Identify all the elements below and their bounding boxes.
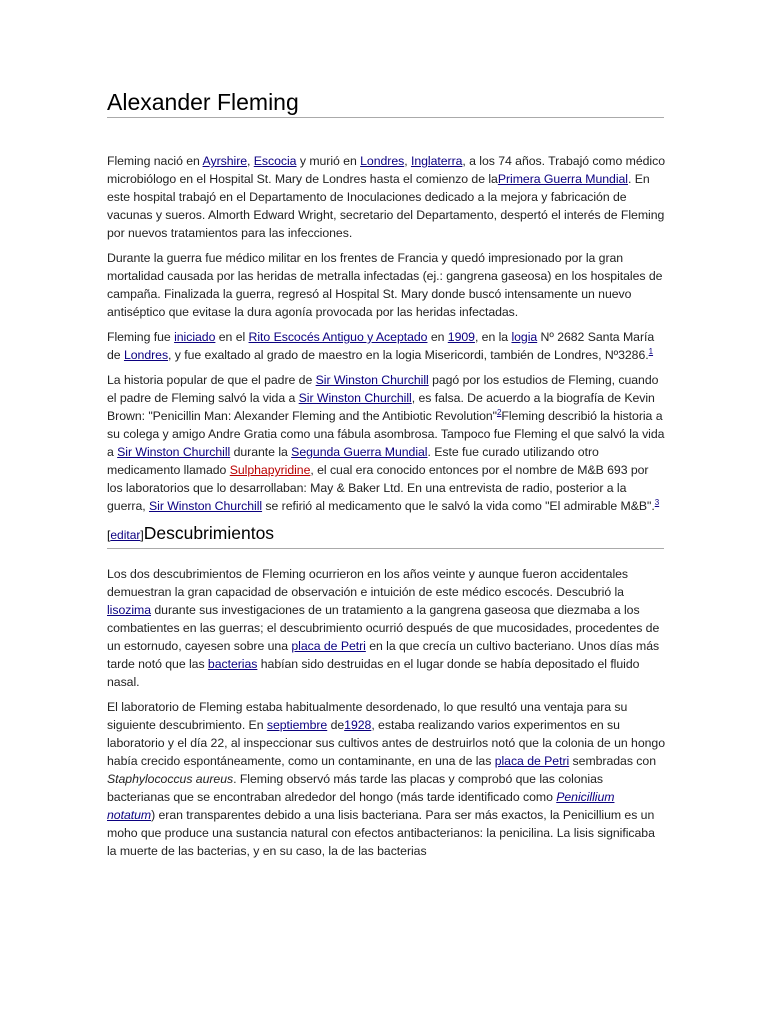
text: Fleming fue	[107, 330, 175, 344]
link-1909[interactable]: 1909	[447, 330, 475, 344]
link-rito-escoces[interactable]: Rito Escocés Antiguo y Aceptado	[248, 330, 428, 344]
text: Fleming describió la historia a su colega y amigo Andre Gratia como una fábula asombrosa. Tampoco fue Fleming el que salvó la vida a	[107, 409, 665, 459]
text: durante la	[230, 445, 292, 459]
link-segunda-guerra-mundial[interactable]: Segunda Guerra Mundial	[291, 445, 428, 459]
text: , es falsa. De acuerdo a la biografía de Kevin Brown: "Penicillin Man: Alexander Fleming and the Antibiotic Revolution"	[107, 391, 655, 423]
link-placa-de-petri[interactable]: placa de Petri	[291, 639, 366, 653]
reference-3[interactable]: 3	[654, 497, 660, 507]
paragraph-churchill	[107, 371, 665, 515]
paragraph-penicilina	[107, 698, 665, 860]
text: ,	[404, 154, 411, 168]
text: ,	[247, 154, 254, 168]
text: . En este hospital trabajó en el Departamento de Inoculaciones dedicado a la mejora y fabricación de vacunas y sueros. Almorth Edward Wright, secretario del Departamento, despertó el interés de Fleming por nuevos tratamientos para las infecciones.	[107, 172, 665, 240]
text: durante sus investigaciones de un tratamiento a la gangrena gaseosa que diezmaba a los combatientes en las guerras; el descubrimiento ocurrió después de que mucosidades, procedentes de un estornudo, cayesen sobre una	[107, 603, 660, 653]
link-placa-de-petri-2[interactable]: placa de Petri	[494, 754, 570, 768]
article-body	[107, 152, 665, 867]
section-heading-descubrimientos	[107, 522, 664, 549]
reference-1[interactable]: 1	[648, 346, 654, 356]
link-iniciado[interactable]: iniciado	[174, 330, 216, 344]
paragraph-guerra: Durante la guerra fue médico militar en los frentes de Francia y quedó impresionado por la gran mortalidad causada por las heridas de metralla infectadas (ej.: gangrena gaseosa) en los hospitales de campaña. Finalizada la guerra, regresó al Hospital St. Mary donde buscó intensamente un nuevo antiséptico que evitase la dura agonía provocada por las heridas infectadas.	[107, 251, 663, 319]
link-sulphapyridine[interactable]: Sulphapyridine	[229, 463, 311, 477]
text: de	[327, 718, 345, 732]
edit-section	[107, 528, 144, 542]
text: en la que crecía un cultivo bacteriano. Unos días más tarde notó que las	[107, 639, 660, 671]
link-logia[interactable]: logia	[511, 330, 538, 344]
text: Fleming nació en	[107, 154, 203, 168]
link-churchill[interactable]: Sir Winston Churchill	[117, 445, 231, 459]
edit-link[interactable]: editar	[110, 528, 141, 542]
text: . Fleming observó más tarde las placas y comprobó que las colonias bacterianas que se encontraban alrededor del hongo (más tarde identificado como	[107, 772, 603, 804]
text: se refirió al medicamento que le salvó la vida como "El admirable M&B".	[262, 499, 655, 513]
link-septiembre[interactable]: septiembre	[266, 718, 328, 732]
text: El laboratorio de Fleming estaba habitualmente desordenado, lo que resultó una ventaja para su siguiente descubrimiento. En	[107, 700, 628, 732]
link-churchill[interactable]: Sir Winston Churchill	[298, 391, 412, 405]
link-penicillium-notatum[interactable]: Penicillium notatum	[107, 790, 615, 822]
bracket: ]	[140, 528, 144, 542]
text: Los dos descubrimientos de Fleming ocurrieron en los años veinte y aunque fueron accidentales demuestran la gran capacidad de observación e intuición de este médico escocés. Descubrió la	[107, 567, 629, 599]
link-lisozima[interactable]: lisozima	[107, 603, 152, 617]
text: pagó por los estudios de Fleming, cuando el padre de Fleming salvó la vida a	[107, 373, 659, 405]
paragraph-intro	[107, 152, 665, 242]
link-londres[interactable]: Londres	[360, 154, 405, 168]
text: , en la	[474, 330, 512, 344]
link-primera-guerra-mundial[interactable]: Primera Guerra Mundial	[497, 172, 628, 186]
link-bacterias[interactable]: bacterias	[207, 657, 258, 671]
text: en el	[215, 330, 249, 344]
text: en	[427, 330, 448, 344]
paragraph-masoneria	[107, 328, 665, 364]
reference-2[interactable]: 2	[496, 407, 502, 417]
bracket: [	[107, 528, 111, 542]
italic-staphylococcus: Staphylococcus aureus	[107, 772, 234, 786]
link-inglaterra[interactable]: Inglaterra	[410, 154, 463, 168]
text: habían sido destruidas en el lugar donde se había depositado el fluido nasal.	[107, 657, 640, 689]
text: La historia popular de que el padre de	[107, 373, 316, 387]
link-escocia[interactable]: Escocia	[253, 154, 297, 168]
link-londres-2[interactable]: Londres	[123, 348, 169, 362]
text: y murió en	[296, 154, 361, 168]
text: , el cual era conocido entonces por el nombre de M&B 693 por los laboratorios que lo desarrollaban: May & Baker Ltd. En una entrevista de radio, posterior a la guerra,	[107, 463, 649, 513]
text: , a los 74 años. Trabajó como médico microbiólogo en el Hospital St. Mary de Londres hasta el comienzo de la	[107, 154, 665, 186]
text: sembradas con	[569, 754, 656, 768]
link-ayrshire[interactable]: Ayrshire	[202, 154, 248, 168]
text: ) eran transparentes debido a una lisis bacteriana. Para ser más exactos, la Penicillium es un moho que produce una sustancia natural con efectos antibacterianos: la penicilina. La lisis significaba la muerte de las bacterias, y en su caso, la de las bacterias	[107, 808, 655, 858]
text: , y fue exaltado al grado de maestro en la logia Misericordi, también de Londres, Nº3286.	[168, 348, 649, 362]
text: Nº 2682 Santa María de	[107, 330, 655, 362]
text: . Este fue curado utilizando otro medicamento llamado	[107, 445, 599, 477]
link-churchill[interactable]: Sir Winston Churchill	[315, 373, 429, 387]
paragraph-lisozima	[107, 565, 665, 691]
link-1928[interactable]: 1928	[344, 718, 372, 732]
text: , estaba realizando varios experimentos en su laboratorio y el día 22, al inspeccionar sus cultivos antes de destruirlos notó que la colonia de un hongo había crecido espontáneamente, como un contaminante, en una de las	[107, 718, 665, 768]
page-title: Alexander Fleming	[107, 88, 664, 118]
link-churchill[interactable]: Sir Winston Churchill	[148, 499, 263, 513]
section-title: Descubrimientos	[143, 523, 275, 543]
